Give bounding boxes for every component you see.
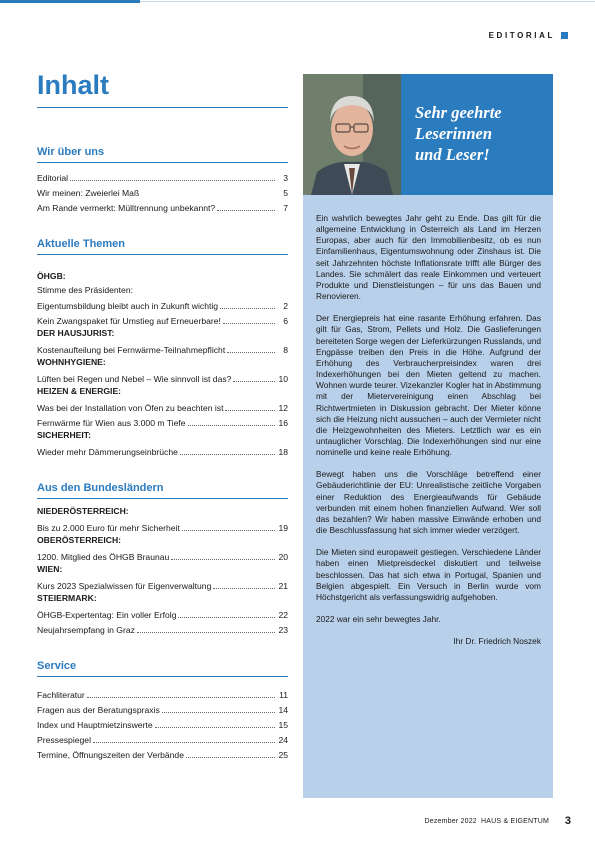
toc-category: NIEDERÖSTERREICH: <box>37 506 129 516</box>
toc-entry[interactable]: Wir meinen: Zweierlei Maß 5 <box>37 188 288 198</box>
toc-entry[interactable]: Editorial 3 <box>37 173 288 183</box>
toc-category: ÖHGB: <box>37 271 66 281</box>
toc-entry[interactable]: Kein Zwangspaket für Umstieg auf Erneuerbare! 6 <box>37 316 288 326</box>
top-divider-line <box>140 1 595 2</box>
toc-section-title: Service <box>37 660 288 677</box>
toc-entry[interactable]: Neujahrsempfang in Graz 23 <box>37 625 288 635</box>
toc-category: WOHNHYGIENE: <box>37 357 106 367</box>
toc-entry[interactable]: Wieder mehr Dämmerungseinbrüche 18 <box>37 447 288 457</box>
editorial-paragraph: Die Mieten sind europaweit gestiegen. Verschiedene Länder haben einen Mietpreisdeckel diskutiert und teilweise beschlossen. Das hat sich etwa in Portugal, Spanien und Belgien abgespielt. Ein Versuch in Berlin wurde vom Höchstgericht als verfassungswidrig aufgehoben. <box>316 547 541 602</box>
editorial-greeting: Sehr geehrte Leserinnen und Leser! <box>401 74 553 195</box>
toc-entry[interactable]: Am Rande vermerkt: Mülltrennung unbekannt? 7 <box>37 203 288 213</box>
section-label: EDITORIAL <box>488 31 555 40</box>
page-number: 3 <box>564 815 571 827</box>
toc-category: OBERÖSTERREICH: <box>37 535 122 545</box>
editorial-paragraph: Der Energiepreis hat eine rasante Erhöhung erfahren. Das gilt für Gas, Strom, Pellets und Holz. Die Gaslieferungen bereiteten Sorge wegen der Lieferkürzungen Russlands, und Engpässe treiben den Preis in die Höhe. Aufgrund der Erhöhung des Verbraucherpreisindex waren drei Indexerhöhungen bei den Mieten geltend zu machen. Wohnen wurde teurer. Vizekanzler Kogler hat in Abstimmung mit der Mietervereinigung einen Abschlag bei Richtwertmieten in Diskussion gebracht. Der Mieter könne sich die Heizung nicht aussuchen – auch der Vermieter nicht die Heizgewohnheiten des Mieters. Letztlich war es ein untauglicher Vorschlag. Die Indexerhöhungen sind nur eine nominelle und keine reale Erhöhung. <box>316 313 541 458</box>
toc-section-current-topics <box>37 238 288 458</box>
editorial-signature: Ihr Dr. Friedrich Noszek <box>453 636 541 647</box>
toc-entry[interactable]: 1200. Mitglied des ÖHGB Braunau 20 <box>37 552 288 562</box>
toc-section-service <box>37 660 288 761</box>
toc-entry[interactable]: Fachliteratur 11 <box>37 690 288 700</box>
toc-section-about <box>37 146 288 214</box>
toc-title: Inhalt <box>37 70 288 108</box>
toc-entry[interactable]: Fragen aus der Beratungspraxis 14 <box>37 705 288 715</box>
toc-section-title: Wir über uns <box>37 146 288 163</box>
author-portrait <box>303 74 401 195</box>
editorial-paragraph: Bewegt haben uns die Vorschläge betreffend einer Gebäuderichtlinie der EU: Unrealistische zeitliche Vorgaben einer Reduktion des Energieaufwands für Gebäude verbunden mit einem hohen finanziellen Aufwand. Wer soll das bezahlen? Wir haben massive Einwände erhoben und die Beschlussfassung hat sich immer wieder verzögert. <box>316 469 541 536</box>
toc-entry[interactable]: Was bei der Installation von Öfen zu beachten ist 12 <box>37 403 288 413</box>
footer-date: Dezember 2022 <box>424 818 477 825</box>
toc-subheading: Stimme des Präsidenten: <box>37 285 134 295</box>
top-accent-rule <box>0 0 140 3</box>
toc-entry[interactable]: ÖHGB-Expertentag: Ein voller Erfolg 22 <box>37 610 288 620</box>
toc-category: WIEN: <box>37 564 63 574</box>
editorial-body <box>316 213 541 658</box>
toc-section-title: Aktuelle Themen <box>37 238 288 255</box>
footer-publication: HAUS & EIGENTUM <box>481 818 549 825</box>
page-footer <box>422 818 549 825</box>
toc-entry[interactable]: Kurs 2023 Spezialwissen für Eigenverwaltung 21 <box>37 581 288 591</box>
toc-entry[interactable]: Index und Hauptmietzinswerte 15 <box>37 720 288 730</box>
editorial-box <box>303 74 553 798</box>
toc-entry[interactable]: Termine, Öffnungszeiten der Verbände 25 <box>37 750 288 760</box>
portrait-illustration <box>303 74 401 195</box>
toc-entry[interactable]: Eigentumsbildung bleibt auch in Zukunft wichtig 2 <box>37 301 288 311</box>
toc-entry[interactable]: Pressespiegel 24 <box>37 735 288 745</box>
toc-category: STEIERMARK: <box>37 593 97 603</box>
toc-section-title: Aus den Bundesländern <box>37 482 288 499</box>
editorial-paragraph: 2022 war ein sehr bewegtes Jahr. <box>316 614 441 624</box>
section-square-icon <box>561 32 568 39</box>
toc-entry[interactable]: Bis zu 2.000 Euro für mehr Sicherheit 19 <box>37 523 288 533</box>
table-of-contents <box>37 70 288 761</box>
toc-category: SICHERHEIT: <box>37 430 91 440</box>
toc-category: DER HAUSJURIST: <box>37 328 115 338</box>
toc-category: HEIZEN & ENERGIE: <box>37 386 122 396</box>
toc-section-states <box>37 482 288 636</box>
editorial-paragraph: Ein wahrlich bewegtes Jahr geht zu Ende. Das gilt für die allgemeine Entwicklung in Österreich als Land im Herzen Europas, aber auch für den Immobilienbesitz, ob es nun Einfamilienhaus, Eigentumswohnung oder Zinshaus ist. Die seit Jahrzehnten höchste Inflationsrate trifft alle Bürger des Landes. Sie schmälert das reale Einkommen und verteuert Produkte und Dienstleistungen – für uns das Bauen und Renovieren. <box>316 213 541 302</box>
toc-entry[interactable]: Kostenaufteilung bei Fernwärme-Teilnahmepflicht 8 <box>37 345 288 355</box>
toc-entry[interactable]: Lüften bei Regen und Nebel – Wie sinnvoll ist das? 10 <box>37 374 288 384</box>
toc-entry[interactable]: Fernwärme für Wien aus 3.000 m Tiefe 16 <box>37 418 288 428</box>
